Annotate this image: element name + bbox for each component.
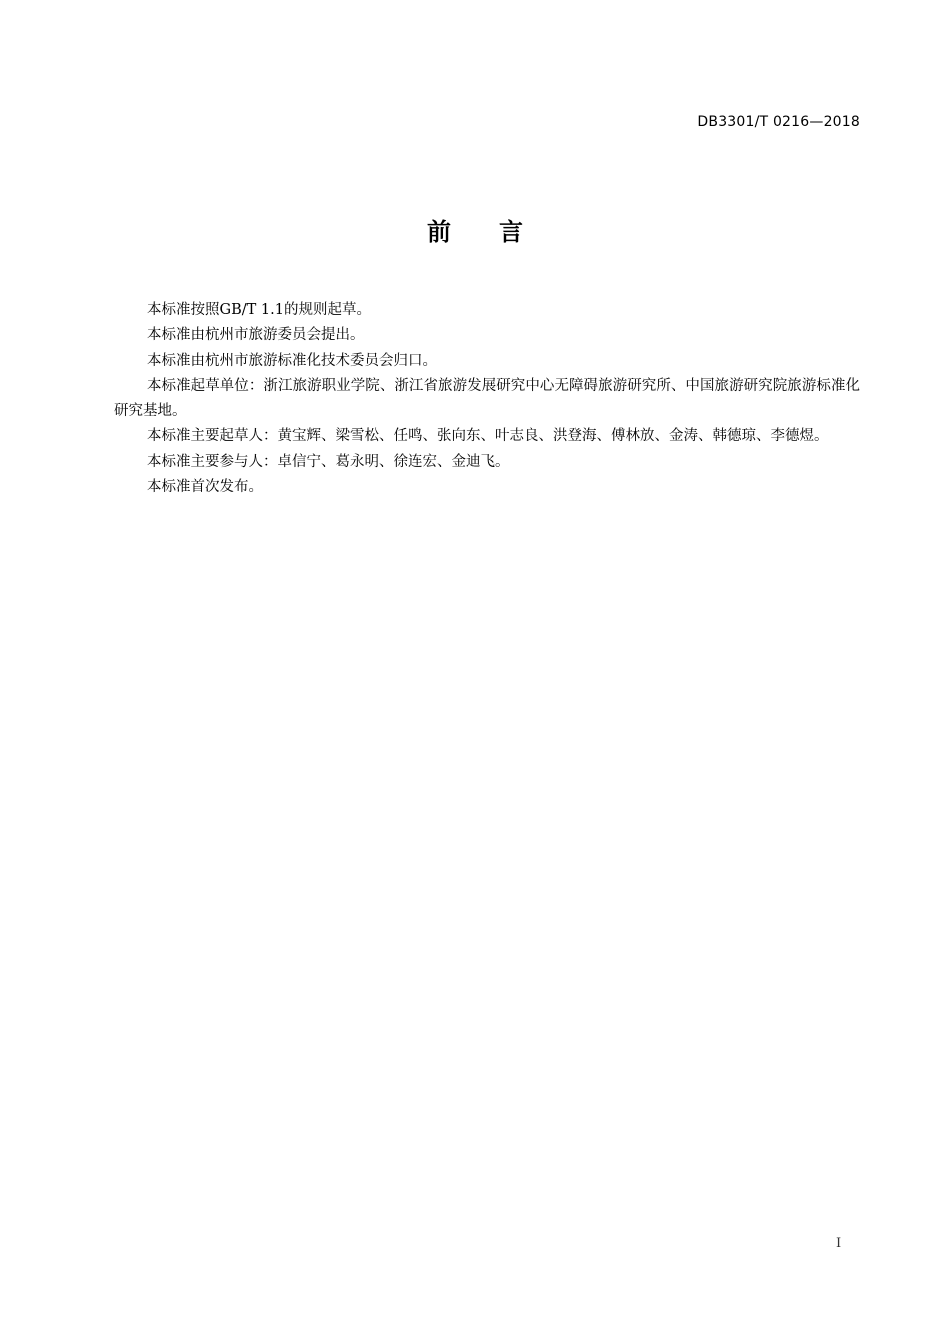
paragraph-main-drafters: 本标准主要起草人：黄宝辉、梁雪松、任鸣、张向东、叶志良、洪登海、傅林放、金涛、韩德琼、李德煜。 <box>147 428 829 445</box>
paragraph-drafting-rules: 本标准按照GB/T 1.1的规则起草。 <box>147 302 371 318</box>
paragraph-centralized-by: 本标准由杭州市旅游标准化技术委员会归口。 <box>147 352 437 369</box>
foreword-body <box>114 298 860 500</box>
page-number: I <box>836 1236 842 1251</box>
paragraph-proposer: 本标准由杭州市旅游委员会提出。 <box>147 327 365 344</box>
page-title: 前 言 <box>427 218 523 246</box>
paragraph-first-release: 本标准首次发布。 <box>147 479 263 496</box>
paragraph-participants: 本标准主要参与人：卓信宁、葛永明、徐连宏、金迪飞。 <box>147 453 510 470</box>
document-code: DB3301/T 0216—2018 <box>697 114 860 130</box>
paragraph-drafting-units: 本标准起草单位：浙江旅游职业学院、浙江省旅游发展研究中心无障碍旅游研究所、中国旅游研究院旅游标准化研究基地。 <box>114 377 860 420</box>
